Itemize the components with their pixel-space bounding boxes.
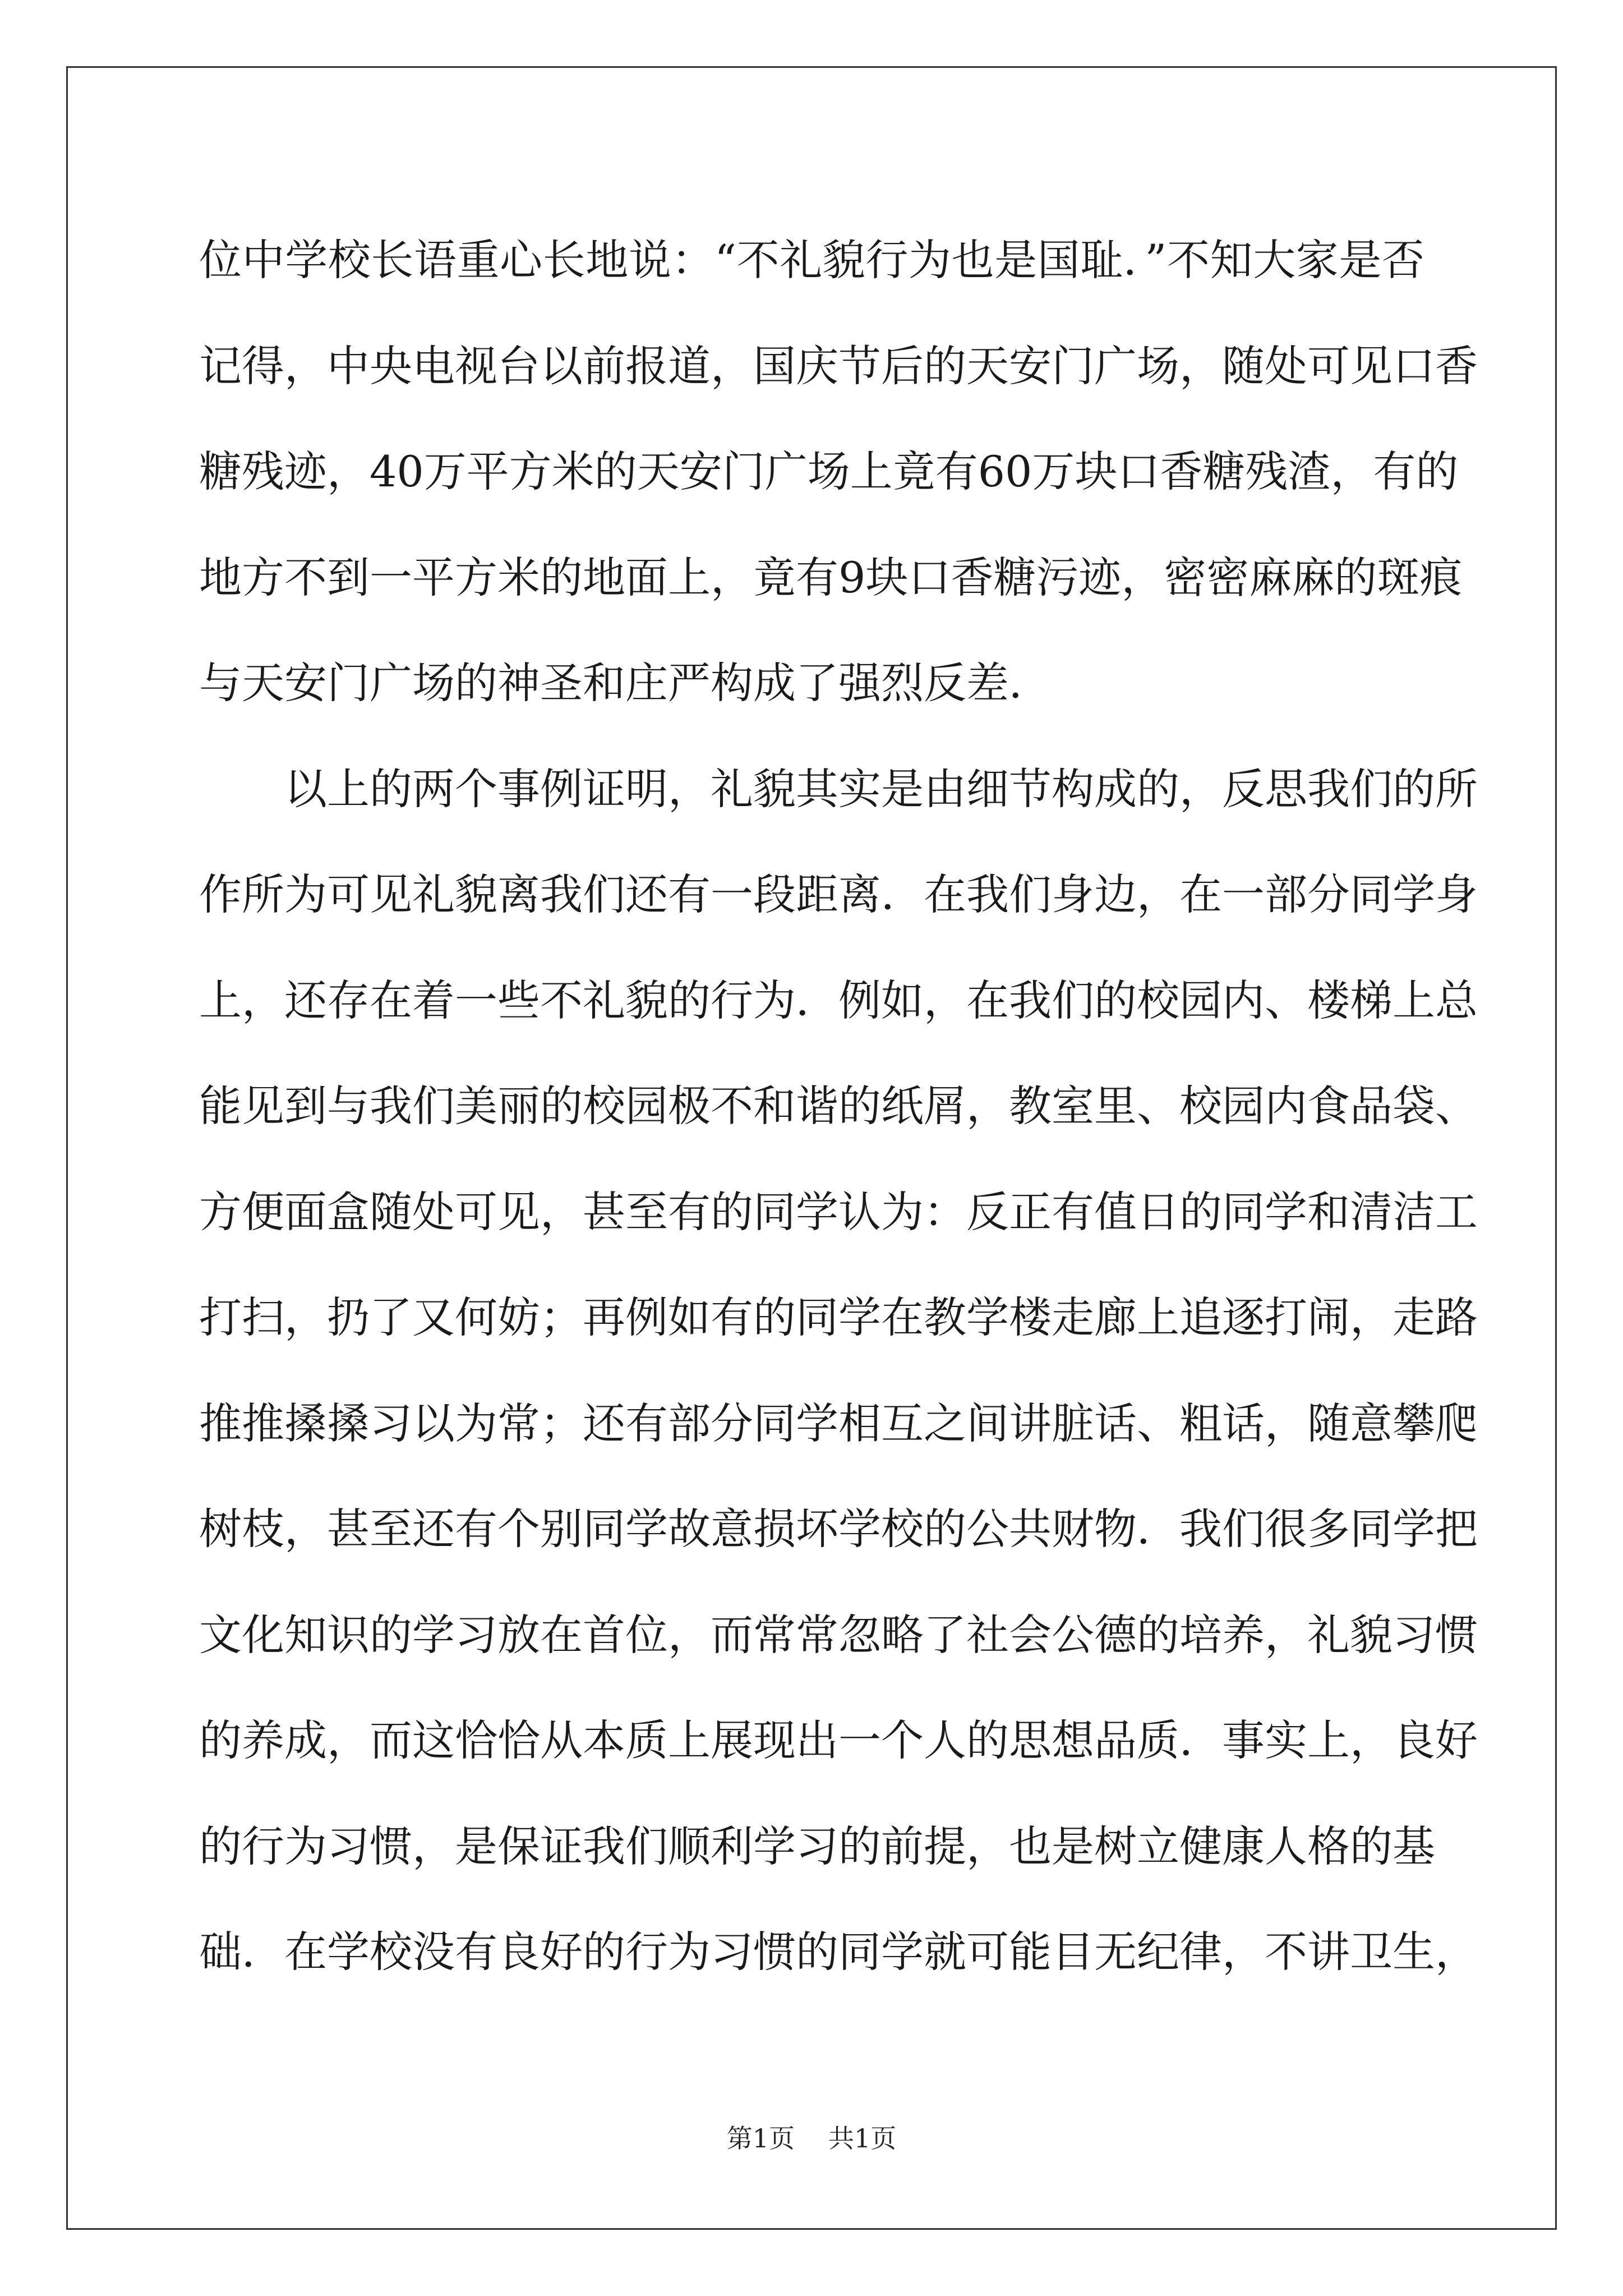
text-line: 的养成，而这恰恰从本质上展现出一个人的思想品质．事实上，良好: [199, 1715, 1478, 1765]
paragraph-1: [199, 208, 1478, 737]
text-line: 树枝，甚至还有个别同学故意损坏学校的公共财物．我们很多同学把: [199, 1504, 1478, 1554]
text-line: 的行为习惯，是保证我们顺利学习的前提，也是树立健康人格的基: [199, 1821, 1435, 1871]
page-number-current: 第1页: [726, 2123, 795, 2154]
text-line: 上，还存在着一些不礼貌的行为．例如，在我们的校园内、楼梯上总: [199, 975, 1478, 1025]
text-line: 记得，中央电视台以前报道，国庆节后的天安门广场，随处可见口香: [199, 341, 1478, 391]
text-line: 位中学校长语重心长地说：“不礼貌行为也是国耻．”不知大家是否: [199, 235, 1424, 285]
text-line: 文化知识的学习放在首位，而常常忽略了社会公德的培养，礼貌习惯: [199, 1609, 1478, 1660]
text-line: 糖残迹，40万平方米的天安门广场上竟有60万块口香糖残渣，有的: [199, 447, 1459, 496]
text-line: 能见到与我们美丽的校园极不和谐的纸屑，教室里、校园内食品袋、: [199, 1081, 1478, 1131]
text-line: 础．在学校没有良好的行为习惯的同学就可能目无纪律，不讲卫生，: [199, 1927, 1478, 1977]
text-line: 地方不到一平方米的地面上，竟有9块口香糖污迹，密密麻麻的斑痕: [199, 552, 1463, 602]
text-line: 打扫，扔了又何妨；再例如有的同学在教学楼走廊上追逐打闹，走路: [199, 1292, 1478, 1342]
text-line: 方便面盒随处可见，甚至有的同学认为：反正有值日的同学和清洁工: [199, 1186, 1478, 1237]
paragraph-2: [199, 737, 1478, 2005]
page-number-total: 共1页: [828, 2123, 897, 2154]
text-line: 作所为可见礼貌离我们还有一段距离．在我们身边，在一部分同学身: [199, 869, 1478, 919]
page-footer: [0, 2122, 1623, 2155]
text-line: 以上的两个事例证明，礼貌其实是由细节构成的，反思我们的所: [284, 763, 1478, 814]
document-body: [199, 208, 1478, 2005]
text-line: 推推搡搡习以为常；还有部分同学相互之间讲脏话、粗话，随意攀爬: [199, 1398, 1478, 1448]
text-line: 与天安门广场的神圣和庄严构成了强烈反差．: [199, 658, 1052, 708]
